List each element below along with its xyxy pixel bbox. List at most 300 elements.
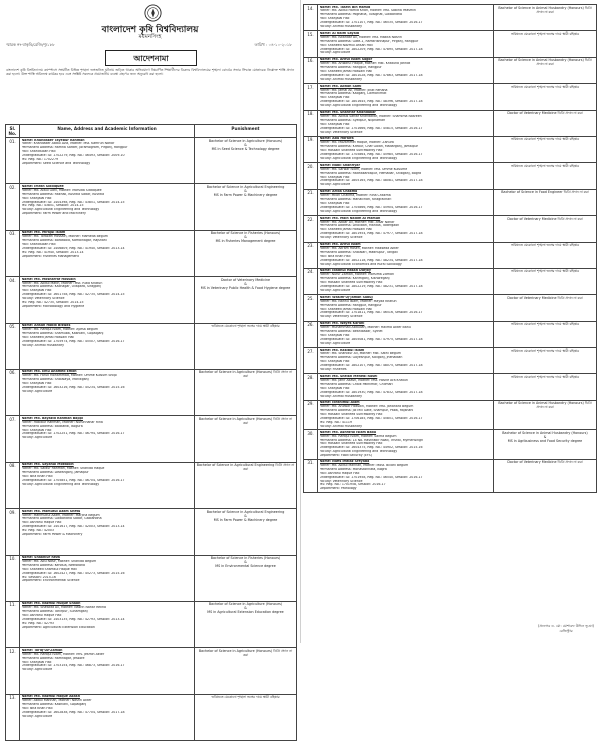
student-detail-line: Faculty: Agriculture [21,389,53,393]
student-info [20,601,195,647]
student-detail-line: Permanent Address: Borotoola, Kamalnagar, Rajshahi [21,239,107,243]
student-detail-line: Permanent Address: Kitfour, Chaf Golan, Madarganj, Jamalpur [319,145,418,149]
student-detail-line: Department: Pathology [319,487,357,491]
student-detail-line: Faculty: Agriculture [319,51,351,55]
punishment-text: Bachelor of Science in Animal Husbandry (Honours) ডিগ্রি প্রদান না করা [494,57,597,83]
student-info [20,369,195,415]
student-detail-line: Faculty: Agricultural Engineering and Technology [319,450,398,454]
serial-number: 26. [304,321,318,347]
sl-header: Sl. No. [6,125,20,138]
student-detail-line: MS: Reg. No.: 1701958, Session: 2016-17 [319,483,386,487]
student-detail-line: Permanent Address: Kalinagar, Ullapara, Sirajganj [21,285,101,289]
serial-number: 04. [6,277,20,323]
punishment-text: ভবিষ্যতে যেকোনো শৃঙ্খলা ভঙ্গের দায়ে স্থায়ী বহিষ্কার [494,31,597,57]
punishment-text: Bachelor of Science in Agricultural Engineering & MS in Farm Power & Machinery degree [195,509,297,555]
signature-name: (প্রফেসর ড. মো: মোশারফ উদ্দিন ভূঞা) [537,624,594,628]
student-detail-line: Permanent Address: Shibalari, Madhupur, Tangail [319,250,398,254]
student-detail-line: Faculty: Animal Husbandry [319,25,362,29]
student-detail-line: Father: Md. Akram Hosen, Mother: Makseda Akter [319,246,399,250]
university-seal-icon [144,4,162,22]
student-detail-line: Faculty: Agriculture [319,183,351,187]
punishment-text: ভবিষ্যতে যেকোনো শৃঙ্খলা ভঙ্গের দায়ে স্থায়ী বহিষ্কার [494,84,597,110]
page-one [0,0,301,718]
student-detail-line: Department: Agricultural Extension Education [21,625,95,629]
student-detail-line: Hall: Isha Khan Hall [21,474,53,478]
student-info [20,555,195,601]
serial-number: 03. [6,230,20,276]
student-detail-line: Faculty: Agricultural Economics and Rural Sociology [319,262,402,266]
student-detail-line: Permanent Address: Rakhali, Kushtia Sadar, Kushtia [21,192,105,196]
student-detail-line: Undergraduate: ID: 1406809, Reg. No.: 41940, Session: 2013-14 [21,246,125,250]
punishment-text: Doctor of Veterinary Medicine ডিগ্রি প্রদান না করা [494,216,597,242]
punishment-text: Bachelor of Science in Animal Husbandry (Honours) ডিগ্রি প্রদান না করা [494,400,597,429]
student-detail-line: Father: Md. Sarwar Islam, Mother: Mst. Umme Kulsume [319,167,408,171]
student-detail-line: MS: Reg. No.: 41119 [319,420,352,424]
student-detail-line: Undergraduate: ID: 1703154, Reg. No.: 46873, Session: 2016-17 [21,664,125,668]
student-detail-line: Undergraduate: ID: 1706185, Reg. No.: 45851, Session: 2016-17 [319,416,423,420]
student-info [318,110,494,136]
student-detail-line: Department: Seed Science and Technology [21,161,91,165]
student-info [318,5,494,31]
serial-number: 17. [304,84,318,110]
student-detail-line: Permanent Address: Ramna Sarder, Joramogram, Pirganj, Rangpur [21,146,128,150]
serial-number: 10. [6,555,20,601]
student-name: Name: Md. Bayazid Rahman Bappi [21,416,83,420]
serial-number: 15. [304,31,318,57]
student-detail-line: Permanent Address: 14 No. Hashrabir Road, Trishal, Mymensingh [319,438,424,442]
table-row [304,295,597,321]
student-detail-line: Hall: Shahjalal Hall [319,333,350,337]
punishment-table-right [303,4,597,493]
student-detail-line: Father: Md. Rafiqul Islam, Mother: Ayesa Begum [21,327,98,331]
student-detail-line: Faculty: Agriculture [21,714,53,718]
table-row [304,163,597,189]
serial-number: 20. [304,163,318,189]
student-detail-line: Undergraduate: ID: 1401617, Reg. No.: 42003, Session: 2013-14 [21,525,125,529]
punishment-text: Bachelor of Science in Agriculture (Honours) & MS in Seed Science & Technology degree [195,138,297,184]
student-info [318,430,494,459]
student-detail-line: Hall: Hossain Shaheed Suhrawardy Hall [319,442,383,446]
student-detail-line: Father: Nurur Zaman, Mother: Morsima Zaman [319,273,394,277]
table-row [6,509,297,555]
punishment-text: Doctor of Veterinary Medicine ডিগ্রি প্রদান না করা [494,295,597,321]
student-detail-line: Father: Abdul Mannan, Mother: Nasrin Akter [21,699,92,703]
student-detail-line: Undergraduate: ID: 1801930, Reg. No.: 47832, Session: 2017-18 [319,390,423,394]
student-detail-line: Father: Md. Anowar Hossain, Mother: Mst. Jahanara Begum [319,405,414,409]
student-detail-line: Permanent Address: Chalk Pakhimar, Chilmari [319,382,393,386]
punishment-text: Bachelor of Science in Agriculture (Honours) ডিগ্রি প্রদান না করা [195,416,297,462]
student-detail-line: Permanent Address: Dewangonj, Jamalpur [21,471,89,475]
punishment-text: Bachelor of Science in Animal Husbandry (Honours) & MS in Agribusiness and Food Security degree [494,430,597,459]
punishment-text: ভবিষ্যতে যেকোনো শৃঙ্খলা ভঙ্গের দায়ে স্থায়ী বহিষ্কার [494,242,597,268]
serial-number: 07. [6,416,20,462]
student-name: Name: Khandaker Tayebur Rahman [21,138,85,142]
table-row [304,321,597,347]
student-info [20,230,195,276]
student-detail-line: Permanent Address: Goyeshpur, Kaligonj, Jhenaidah [319,356,403,360]
student-detail-line: Faculty: Animal Husbandry [21,343,64,347]
student-detail-line: MS: Reg. No.: 42735, Session: 2014-15 [21,301,84,305]
student-info [318,57,494,83]
student-detail-line: Father: Md. Iskandar Ali, Mother: Mst. Makita Nasrin [319,35,402,39]
student-name: Name: Md. Sheikh Mehedi Rasel [319,374,378,378]
table-row [304,374,597,400]
student-detail-line: Faculty: Veterinary Science [319,236,363,240]
student-detail-line: Hall: Shaheed Jamal Hossain Hall [319,307,373,311]
preamble-text: বাংলাদেশ কৃষি বিশ্ববিদ্যালয় ক্যাম্পাসে সংঘটিত বিভিন্ন শৃঙ্খলা ভঙ্গজনিত ঘটনায় জড়িত থাকার অভিযোগে নিম্নবর্ণিত শিক্ষার্থীদের বিরুদ্ধে বিশ্ববিদ্যালয়ের শৃঙ্খলা বোর্ডের সভার সিদ্ধান্ত মোতাবেক নিম্নোক্ত শাস্তি প্রদান করা হলো। উক্ত শাস্তি অবিলম্বে কার্যকর হবে এবং সংশ্লিষ্ট সকলকে প্রয়োজনীয় ব্যবস্থা গ্রহণের জন্য অনুরোধ করা হলো। [6,68,294,77]
student-detail-line: Undergraduate: ID: 1604375, Reg. No.: 44902, Session: 2015-16 [319,446,423,450]
table-row [304,5,597,31]
student-detail-line: Undergraduate: ID: 1403135, Reg. No.: 42793, Session: 2013-14 [21,618,125,622]
punishment-text: ভবিষ্যতে যেকোনো শৃঙ্খলা ভঙ্গের দায়ে স্থায়ী বহিষ্কার [494,321,597,347]
student-detail-line: MS: Reg. No.: 42003 [21,529,54,533]
student-detail-line: Hall: Hossain Shaheed Suhrawardy Hall [319,413,383,417]
student-detail-line: Permanent Address: Rangpur, Rangpur [319,66,382,70]
punishment-text: ভবিষ্যতে যেকোনো শৃঙ্খলা ভঙ্গের দায়ে স্থায়ী বহিষ্কার [195,323,297,369]
student-info [318,321,494,347]
student-name: Name: Toriq-Uz-Zaman [21,648,63,652]
student-detail-line: Hall: Ashraful Haque Hall [319,471,360,475]
student-detail-line: Undergraduate: ID: 1801028, Reg. No.: 47863, Session: 2017-18 [319,73,423,77]
table-row [6,369,297,415]
student-detail-line: Permanent Address: Radhakantapur, Hemadar, Shibganj, Bogra [319,171,422,175]
student-info [20,462,195,508]
student-detail-line: Father: Md. Rafiqul Islam, Mother: Salma Begum [319,434,397,438]
student-detail-line: Father: Md. Shawkat Ali, Mother: Nasrin Nahar Rekha [21,606,106,610]
student-info [318,84,494,110]
student-detail-line: Father: Md. Abu Nasir, Mother: Shahida Begum [21,559,97,563]
student-detail-line: Department: Fisheries Management [21,254,79,258]
table-row [6,694,297,740]
student-detail-line: Father: Md. Abdus Sattar Khandakar, Mother: Shamima Nasreen [319,114,422,118]
serial-number: 14. [304,5,318,31]
punishment-text: Bachelor of Science in Fisheries (Honours) & MS in Environmental Science degree [195,555,297,601]
serial-number: 31. [304,459,318,492]
student-info [318,268,494,294]
student-detail-line: Permanent Address: Karimganj, Kishoreganj [319,277,390,281]
student-detail-line: Hall: Isha Khan Hall [21,706,53,710]
student-info [318,242,494,268]
student-detail-line: Faculty: Agriculture [21,436,53,440]
student-name: Name: Md. Mirajul Islam [21,231,66,235]
table-row [304,189,597,215]
student-detail-line: Father: Md. Tofazzel Hossain, Mother: Mameda Begum [21,235,108,239]
table-row [304,400,597,429]
student-detail-line: Hall: Shahjalal Hall [319,175,350,179]
student-detail-line: Faculty: Fisheries [319,368,347,372]
student-detail-line: Faculty: Animal Husbandry [319,424,362,428]
page-two [301,0,600,643]
student-detail-line: Permanent Address: Balikandi, Bogura [21,424,83,428]
student-detail-line: Hall: Shaheed Jamal Hossain Hall [21,335,75,339]
student-info [318,136,494,162]
student-detail-line: Hall: Shahjalal Hall [21,660,52,664]
student-detail-line: Faculty: Agricultural Engineering and Technology [319,104,398,108]
table-row [304,216,597,242]
student-name: Name: Ariba Chakma [319,190,358,194]
student-name: Name: Md. Rakibul Islam [319,348,365,352]
student-info [318,31,494,57]
student-name: Name: Ibadhul Hasan Durjoy [319,269,371,273]
student-detail-line: Father: Md. Anwarul Haque, Mother: Mst. Khatuna Jannat [319,62,411,66]
university-name: বাংলাদেশ কৃষি বিশ্ববিদ্যালয় [101,25,199,35]
table-row [304,31,597,57]
student-detail-line: Undergraduate: ID: 1802209, Reg. No.: 47895, Session: 2017-18 [319,47,423,51]
student-detail-line: Undergraduate: ID: 1705974, Reg. No.: 45507, Session: 2016-17 [21,339,125,343]
serial-number: 08. [6,462,20,508]
student-name: Name: Ahsan Habib Biswas [21,324,71,328]
student-detail-line: Father: Md. Abdul Matin, Mother: Mst. Rizia Khatun [21,281,103,285]
table-row [6,648,297,694]
punishment-text: Bachelor of Science in Fisheries (Honours) & MS in Fisheries Management degree [195,230,297,276]
student-detail-line: Permanent Address: Shamuba, Kashiani, Gopalganj [21,331,104,335]
serial-number: 12. [6,648,20,694]
student-detail-line: Undergraduate: ID: 1701107, Reg. No.: 46535, Session: 2016-17 [319,21,423,25]
student-detail-line: Faculty: Agriculture [21,668,53,672]
punishment-text: Bachelor of Science in Agriculture (Honours) ডিগ্রি প্রদান না করা [195,369,297,415]
student-detail-line: Hall: Shaheed Jamal Hossain Hall [319,228,373,232]
serial-number: 06. [6,369,20,415]
student-name: Name: Md. Mamutul Azam Shetu [21,509,81,513]
student-detail-line: Undergraduate: ID: 1601758, Reg. No.: 42735, Session: 2014-15 [21,293,125,297]
student-info [20,184,195,230]
serial-number: 16. [304,57,318,83]
signature-title: রেজিস্ট্রার [559,628,573,633]
student-info [318,348,494,374]
student-name: Name: Md. Nazmul Haque Akash [21,695,80,699]
student-detail-line: Undergraduate: ID: 1801954, Reg. No.: 47977, Session: 2017-18 [319,232,423,236]
student-detail-line: Department: Farm Power & Machinery [21,533,83,537]
table-row [304,136,597,162]
student-detail-line: Hall: Shahjalal Hall [319,201,350,205]
student-detail-line: Undergraduate: ID: 1705866, Reg. No.: 45904, Session: 2016-17 [319,205,423,209]
table-row [304,430,597,459]
student-detail-line: Hall: Shahjalal Hall [319,122,350,126]
table-row [304,459,597,492]
student-detail-line: Hall: Shahidullah Hall [21,243,56,246]
table-row [6,601,297,647]
student-detail-line: Hall: Shahidullah Hall [21,150,56,154]
punishment-text: Bachelor of Science in Agriculture (Honours) & MS in Agricultural Extension Education degree [195,601,297,647]
student-detail-line: Undergraduate: ID: 1702279, Reg. No.: 46493, Session: 2009-10 [21,154,125,158]
student-detail-line: Permanent Address: Kaliganj, Lalmonirhat [319,92,387,96]
student-name: Name: Imran Siddiquee [21,184,64,188]
student-detail-line: Faculty: Animal Husbandry [319,77,362,81]
student-info [318,295,494,321]
punishment-text: ভবিষ্যতে যেকোনো শৃঙ্খলা ভঙ্গের দায়ে স্থায়ী বহিষ্কার [494,163,597,189]
serial-number: 05. [6,323,20,369]
student-detail-line: Undergraduate: ID: 1603216, Reg. No.: 45234, Session: 2015-16 [21,386,125,390]
student-detail-line: Permanent Address: Shibalaya, Manikganj [21,378,89,382]
student-name: Name: Md. Sayahul Mostakin [21,463,74,467]
student-detail-line: Undergraduate: ID: 1602838, Reg. No.: 47704, Session: 2017-18 [21,710,125,714]
punishment-header: Punishment [195,125,297,138]
student-detail-line: Faculty: Veterinary Science [319,479,363,483]
table-row [6,184,297,230]
punishment-text: ভবিষ্যতে যেকোনো শৃঙ্খলা ভঙ্গের দায়ে স্থায়ী বহিষ্কার [494,348,597,374]
student-detail-line: Father: Muhammad Abdullah, Mother: Halima Akter Banu [319,326,411,330]
student-detail-line: Undergraduate: ID: 1805081, Reg. No.: 47975, Session: 2017-18 [319,337,423,341]
student-detail-line: Permanent Address: Gaibandha Sadar, Gaibandha [21,517,102,521]
student-detail-line: MS: Reg. No.: 42793 [21,621,54,625]
student-detail-line: Faculty: Agricultural Engineering and Technology [21,482,100,486]
student-detail-line: Permanent Address: Ramnagar, Jessore [21,656,85,660]
student-detail-line: Undergraduate: ID: 1802107, Reg. No.: 48075, Session: 2017-18 [319,364,423,368]
serial-number: 09. [6,509,20,555]
serial-number: 11. [6,601,20,647]
table-row [304,348,597,374]
serial-number: 13. [6,694,20,740]
table-row [6,277,297,323]
student-detail-line: Undergraduate: ID: 1805165, Reg. No.: 48081, Session: 2017-18 [319,179,423,183]
student-detail-line: Father: Md. Nannu Islam, Mother: Mayda Khatun [319,299,397,303]
student-detail-line: Hall: Shahjalal Hall [319,96,350,100]
student-detail-line: Father: Md. Ataul Goni, Mother: Morsida Siddiquee [21,188,102,192]
student-name: Name: Md. Ashraful Islam Babu [319,430,377,434]
student-info [20,648,195,694]
student-info [318,400,494,429]
student-name: Name: Md. Main Nadim Al Mamun [319,216,381,220]
student-info [20,323,195,369]
student-detail-line: Hall: Ashraful Haque Hall [21,521,62,525]
table-row [6,323,297,369]
student-detail-line: MS: Session: 2015-16 [21,575,56,579]
punishment-text: ভবিষ্যতে যেকোনো শৃঙ্খলা ভঙ্গের দায়ে স্থায়ী বহিষ্কার [494,136,597,162]
serial-number: 19. [304,136,318,162]
serial-number: 24. [304,268,318,294]
student-name: Name: Md. Shahriar Khandakar [319,111,376,115]
table-row [304,242,597,268]
student-detail-line: Father: Md. Mozammel Hoque, Mother: Zahura [319,141,394,145]
serial-number: 21. [304,189,318,215]
student-detail-line: Father: Md. Shahidur Ali, Mother: Mst. Sathi Begum [319,352,402,356]
table-row [304,268,597,294]
student-name: Name: Md. Wayes Karani [319,322,365,326]
student-detail-line: Hall: Shaheed Jamal Hossain Hall [319,70,373,73]
student-detail-line: Hall: Shahjalal Hall [319,386,350,390]
student-info [318,163,494,189]
student-info [20,694,195,740]
student-name: Name: Shakhiur Reza [21,556,60,560]
student-name: Name: Md. Ariful Islam [319,243,361,247]
student-detail-line: Undergraduate: ID: 1802118, Reg. No.: 48234, Session: 2017-18 [319,258,423,262]
punishment-text: Bachelor of Science in Agricultural Engineering ডিগ্রি প্রদান না করা [195,462,297,508]
student-detail-line: Faculty: Agricultural Engineering and Technology [21,208,100,212]
student-name: Name: Nabil Shahriyar [319,163,361,167]
order-title: আদেশনামা [105,50,197,66]
student-name: Name: Md. Tasrin Bin Hamid [319,5,371,9]
student-detail-line: Undergraduate: ID: 1701666, Reg. No.: 45815, Session: 2016-17 [319,126,423,130]
university-city: ময়মনসিংহ [138,34,162,40]
student-detail-line: Permanent Address: Dholibari, Mandia, Tadergaon [319,224,400,228]
student-info [318,459,494,492]
table-row [304,110,597,136]
student-detail-line: Department: Food Security (EFS) [319,454,372,458]
student-detail-line: Undergraduate: ID: 1404398, Reg. No.: 43851, Session: 2014-15 [21,200,125,204]
student-detail-line: Department: Farm Power and Machinery [21,212,86,216]
student-name: Name: Abu Horaira [319,137,354,141]
serial-number: 27. [304,348,318,374]
serial-number: 28. [304,374,318,400]
student-name: Name: Md. Nazmul Huque Shaon [21,602,81,606]
student-name: Name: Wasim-Uj-Jaman Sabuj [319,295,373,299]
student-detail-line: Faculty: Veterinary Science [319,315,363,319]
student-name: Name: Al Naim Sayaib [319,31,360,35]
name-header: Name, Address and Academic Information [20,125,195,138]
student-detail-line: Father: Md. Abdul Hamid Khan, Mother: Mst. Sabina Yeasmin [319,9,416,13]
student-detail-line: Father: Milon Chakma, Mother: Rina Chakma [319,194,391,198]
student-name: Name: Md. Adnan Sami [319,84,362,88]
registrar-signature [538,624,594,633]
student-detail-line: MS: Reg. No.: 41940, Session: 2013-14 [21,250,84,254]
student-detail-line: Father: Khandaker Abdul Aziz, Mother: Mst. Kamrun Nahar [21,142,115,146]
student-detail-line: Father: Md. Jahir Akash, Mother: Mst. Hosne Ara Khatun [319,378,408,382]
student-detail-line: Hall: Shahjalal Hall [21,196,52,200]
punishment-text: Doctor of Veterinary Medicine ডিগ্রি প্রদান না করা [494,110,597,136]
punishment-text: Bachelor of Science in Agriculture (Honours) ডিগ্রি প্রদান না করা [195,648,297,694]
student-detail-line: Permanent Address: Kashiani, Gopalganj [21,703,87,706]
student-info [318,374,494,400]
student-detail-line: Permanent Address: Beanibazar, Sylhet [319,330,383,333]
student-detail-line: Department: Microbiology and Hygiene [21,305,85,309]
student-detail-line: Permanent Address: Joi Mill Gate, Shampur, Paba, Rajshahi [319,409,414,413]
serial-number: 01. [6,138,20,184]
serial-number: 23. [304,242,318,268]
student-detail-line: Hall: Shaheed Shamsul Haque Hall [21,567,77,571]
serial-number: 18. [304,110,318,136]
student-detail-line: Father: Mahmudul Azam, Mother: Marjina Begum [21,513,100,517]
student-detail-line: Faculty: Animal Husbandry [319,394,362,398]
punishment-text: Doctor of Veterinary Medicine & MS in Veterinary Public Health & Food Hygiene degree [195,277,297,323]
serial-number: 22. [304,216,318,242]
student-detail-line: Permanent Address: Syedpur, Nilphamari [319,118,386,122]
punishment-text: ভবিষ্যতে যেকোনো শৃঙ্খলা ভঙ্গের দায়ে স্থায়ী বহিষ্কার [494,374,597,400]
student-detail-line: Father: Md. Abdul Mannan, Mother: Most. Billahi Begum [319,463,409,467]
student-name: Name: Md. Ariful Islam Sagor [319,58,373,62]
student-detail-line: Faculty: Agricultural Engineering and Technology [319,156,398,160]
punishment-text: Bachelor of Science in Animal Husbandry (Honours) ডিগ্রি প্রদান না করা [494,5,597,31]
student-detail-line: Undergraduate: ID: 1701811, Reg. No.: 46516, Session: 2016-17 [319,311,423,315]
student-detail-line: Permanent Address: Rangpur, Rangpur [319,303,382,307]
student-detail-line: Hall: Shahjalal Hall [319,360,350,364]
punishment-text: Doctor of Veterinary Medicine ডিগ্রি প্রদান না করা [494,459,597,492]
student-detail-line: Hall: Shaheed Nazmul Ahsan Hall [319,43,373,47]
punishment-text: ভবিষ্যতে যেকোনো শৃঙ্খলা ভঙ্গের দায়ে স্থায়ী বহিষ্কার [494,268,597,294]
student-detail-line: Hall: Hossain Shaheed Suhrawardy Hall [319,281,383,285]
table-row [304,84,597,110]
student-detail-line: Permanent Address: Tahirpur, Sunamganj [21,610,88,614]
punishment-text: Bachelor of Science in Food Engineer ডিগ্রি প্রদান না করা [494,189,597,215]
punishment-text: Bachelor of Science in Agricultural Engineering & MS in Farm Power & Machinery degree [195,184,297,230]
student-detail-line: Permanent Address: Mohastonnata, Bogra [319,467,387,471]
student-detail-line: Faculty: Agriculture [319,288,351,292]
student-name: Name: Md. Emu Ahamed Emon [21,370,77,374]
student-detail-line: Faculty: Veterinary Science [319,130,363,134]
punishment-table-left [5,124,297,741]
student-info [20,416,195,462]
student-detail-line: Hall: Shahjalal Hall [21,289,52,293]
student-detail-line: Undergraduate: ID: 1705851, Reg. No.: 46704, Session: 2016-17 [21,478,125,482]
student-name: Name: Ibrahimul Alam [319,401,360,405]
student-info [318,189,494,215]
student-detail-line: Father: Md. Rafiqul Islam, Mother: Mrs. Jesmin Akter [21,652,105,656]
serial-number: 30. [304,430,318,459]
student-detail-line: Department: Environmental Science [21,579,80,583]
student-detail-line: Undergraduate: ID: 1705864, Reg. No.: 45985, Session: 2016-17 [319,153,423,157]
student-detail-line: Father: Md. Faruk Mohammad, Mother: Umme Kulsum Shilpi [21,374,118,378]
serial-number: 29. [304,400,318,429]
student-detail-line: Hall: Ashraful Haque Hall [21,614,62,618]
